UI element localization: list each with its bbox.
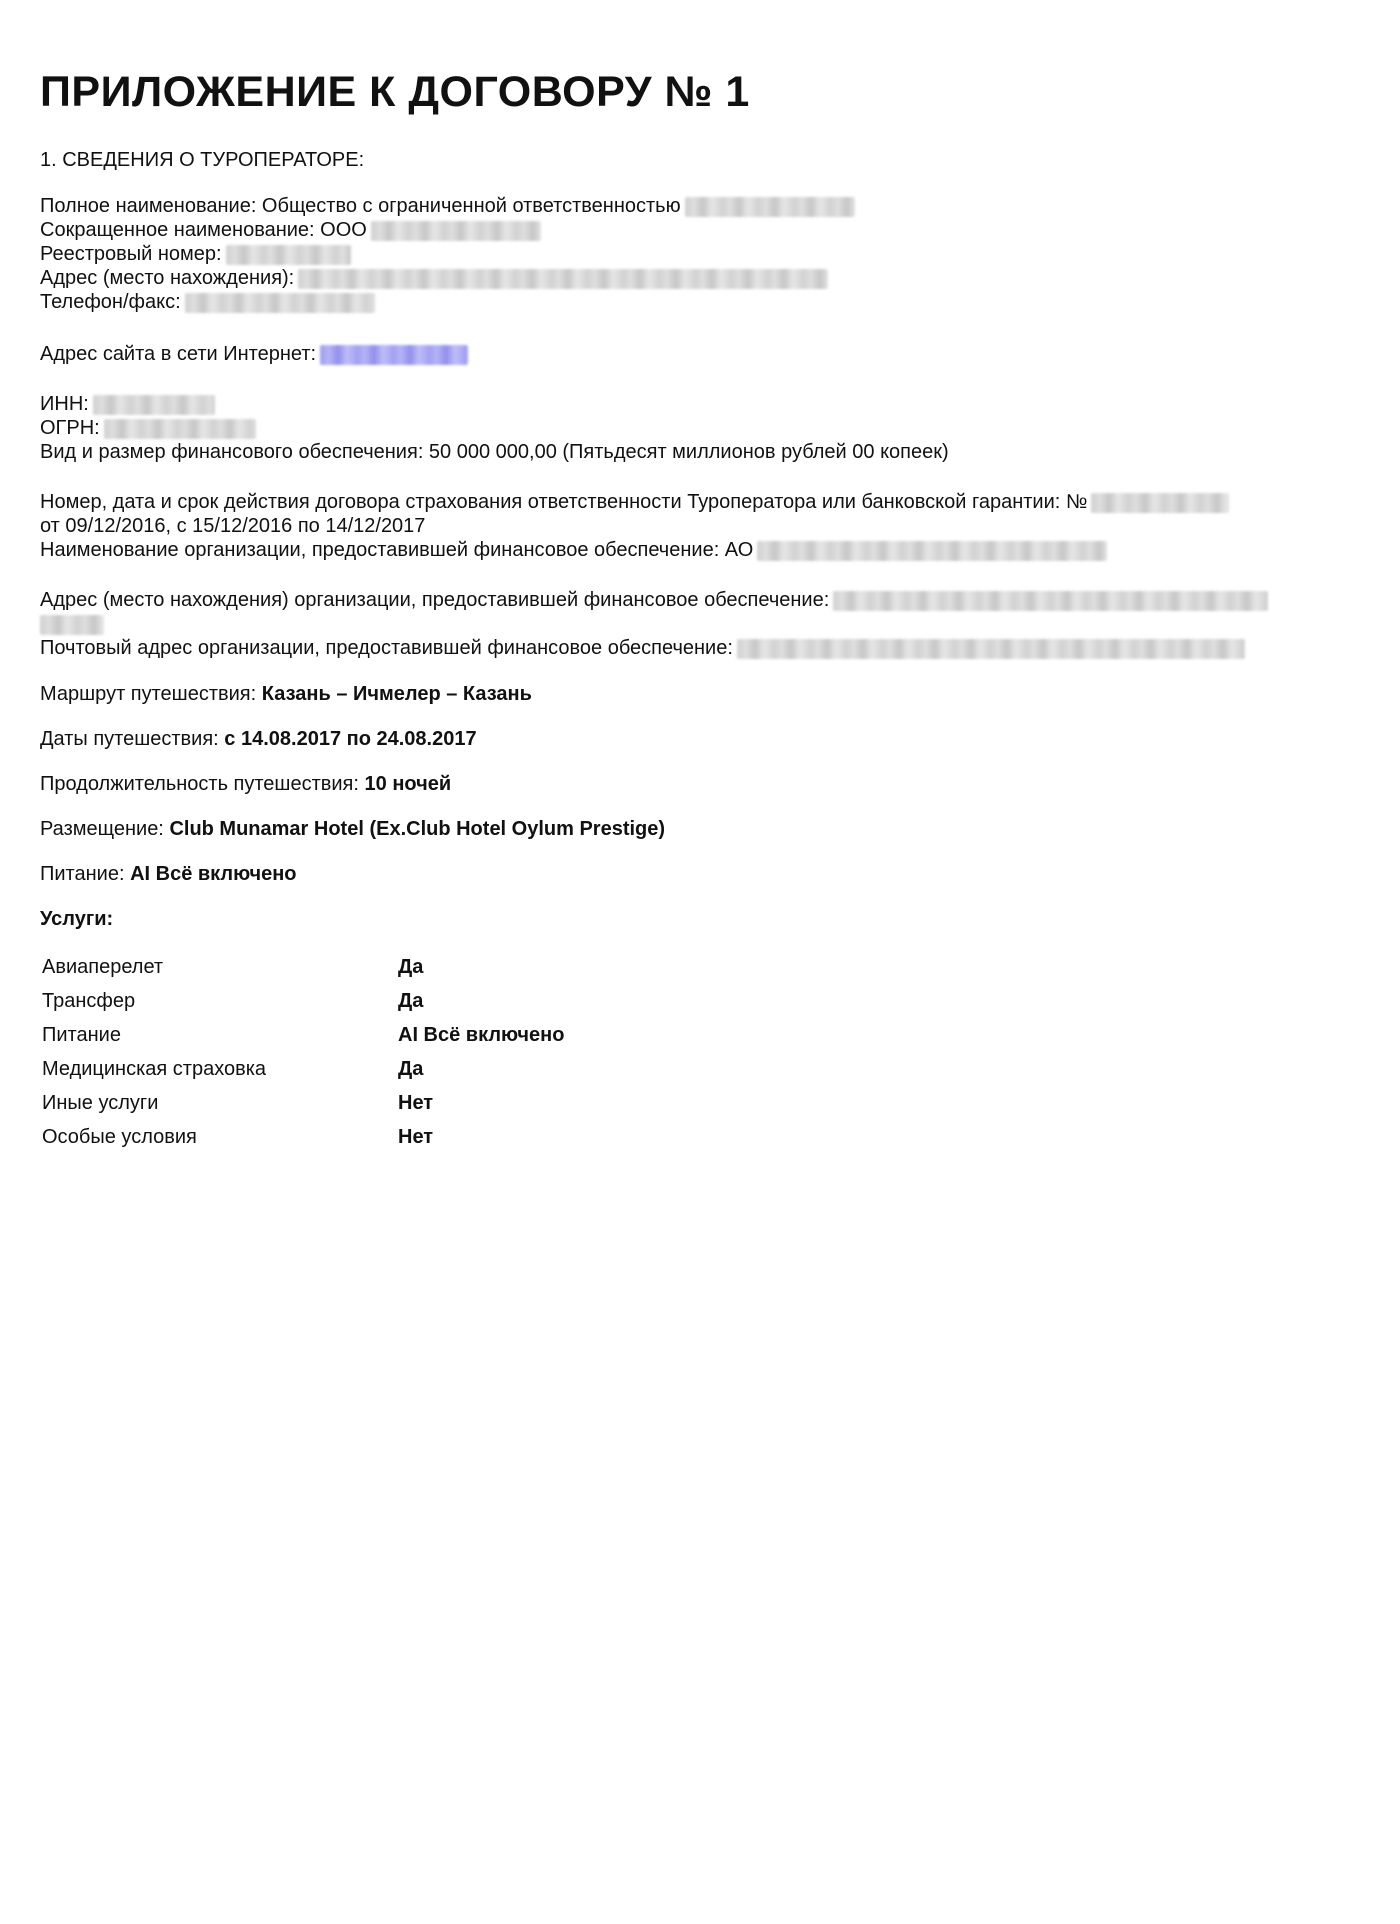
service-name: Иные услуги <box>42 1092 159 1114</box>
service-value: Да <box>398 1058 424 1080</box>
duration-label: Продолжительность путешествия: <box>40 773 359 795</box>
table-row <box>42 1052 742 1086</box>
ogrn-line <box>40 416 256 440</box>
registry-label: Реестровый номер: <box>40 243 222 265</box>
redacted-short-name <box>371 221 541 241</box>
table-row <box>42 984 742 1018</box>
hotel-label: Размещение: <box>40 818 164 840</box>
service-value: Да <box>398 990 424 1012</box>
insurance-label: Номер, дата и срок действия договора страхования ответственности Туроператора или банковской гарантии: № <box>40 491 1088 513</box>
phone-label: Телефон/факс: <box>40 291 181 313</box>
dates-value: с 14.08.2017 по 24.08.2017 <box>224 728 477 750</box>
services-heading-text: Услуги: <box>40 908 114 930</box>
org-postal-label: Почтовый адрес организации, предоставившей финансовое обеспечение: <box>40 637 733 659</box>
service-value: Нет <box>398 1092 434 1114</box>
meal-value: AI Всё включено <box>130 863 297 885</box>
org-name-label: Наименование организации, предоставившей финансовое обеспечение: АО <box>40 539 754 561</box>
redacted-registry-number <box>226 245 351 265</box>
service-name: Питание <box>42 1024 121 1046</box>
phone-line <box>40 290 375 314</box>
guarantee-text: Вид и размер финансового обеспечения: 50 000 000,00 (Пятьдесят миллионов рублей 00 копеек) <box>40 441 949 463</box>
registry-line <box>40 242 351 266</box>
service-value: Нет <box>398 1126 434 1148</box>
full-name-line <box>40 194 855 218</box>
route-label: Маршрут путешествия: <box>40 683 257 705</box>
redacted-website-link[interactable] <box>320 345 468 365</box>
table-row <box>42 950 742 984</box>
address-label: Адрес (место нахождения): <box>40 267 295 289</box>
dates-label: Даты путешествия: <box>40 728 219 750</box>
org-address-label: Адрес (место нахождения) организации, предоставившей финансовое обеспечение: <box>40 589 830 611</box>
address-line <box>40 266 828 290</box>
redacted-org-postal-address <box>737 639 1245 659</box>
redacted-org-address-continued <box>40 615 104 635</box>
table-row <box>42 1018 742 1052</box>
redacted-insurance-number <box>1091 493 1229 513</box>
section-heading-text: 1. СВЕДЕНИЯ О ТУРОПЕРАТОРЕ: <box>40 149 365 171</box>
table-row <box>42 1120 742 1154</box>
redacted-inn <box>93 395 215 415</box>
insurance-line <box>40 490 1229 514</box>
duration-line <box>40 772 451 796</box>
services-heading <box>40 907 113 931</box>
route-line <box>40 682 532 706</box>
inn-label: ИНН: <box>40 393 89 415</box>
page-title: ПРИЛОЖЕНИЕ К ДОГОВОРУ № 1 <box>40 68 750 116</box>
meal-line <box>40 862 296 886</box>
full-name-label: Полное наименование: Общество с ограниченной ответственностью <box>40 195 681 217</box>
ogrn-label: ОГРН: <box>40 417 100 439</box>
service-name: Особые условия <box>42 1126 197 1148</box>
short-name-line <box>40 218 541 242</box>
dates-line <box>40 727 477 751</box>
redacted-org-name <box>757 541 1107 561</box>
service-name: Трансфер <box>42 990 136 1012</box>
redacted-full-name <box>685 197 855 217</box>
service-name: Авиаперелет <box>42 956 164 978</box>
meal-label: Питание: <box>40 863 125 885</box>
redacted-address <box>298 269 828 289</box>
service-value: AI Всё включено <box>398 1024 565 1046</box>
website-label: Адрес сайта в сети Интернет: <box>40 343 317 365</box>
insurance-dates: от 09/12/2016, с 15/12/2016 по 14/12/2017 <box>40 515 426 537</box>
insurance-dates-line <box>40 514 425 538</box>
service-name: Медицинская страховка <box>42 1058 267 1080</box>
service-value: Да <box>398 956 424 978</box>
redacted-phone <box>185 293 375 313</box>
hotel-line <box>40 817 665 841</box>
section-heading <box>40 148 364 172</box>
redacted-ogrn <box>104 419 256 439</box>
redacted-org-address <box>833 591 1268 611</box>
website-line <box>40 342 468 366</box>
route-value: Казань – Ичмелер – Казань <box>261 683 532 705</box>
hotel-value: Club Munamar Hotel (Ex.Club Hotel Oylum Prestige) <box>169 818 666 840</box>
guarantee-line <box>40 440 949 464</box>
org-name-line <box>40 538 1107 562</box>
org-postal-line <box>40 636 1245 660</box>
services-table <box>42 950 742 1154</box>
duration-value: 10 ночей <box>364 773 452 795</box>
short-name-label: Сокращенное наименование: ООО <box>40 219 367 241</box>
inn-line <box>40 392 215 416</box>
org-address-continuation <box>40 612 104 636</box>
org-address-line <box>40 588 1268 612</box>
table-row <box>42 1086 742 1120</box>
